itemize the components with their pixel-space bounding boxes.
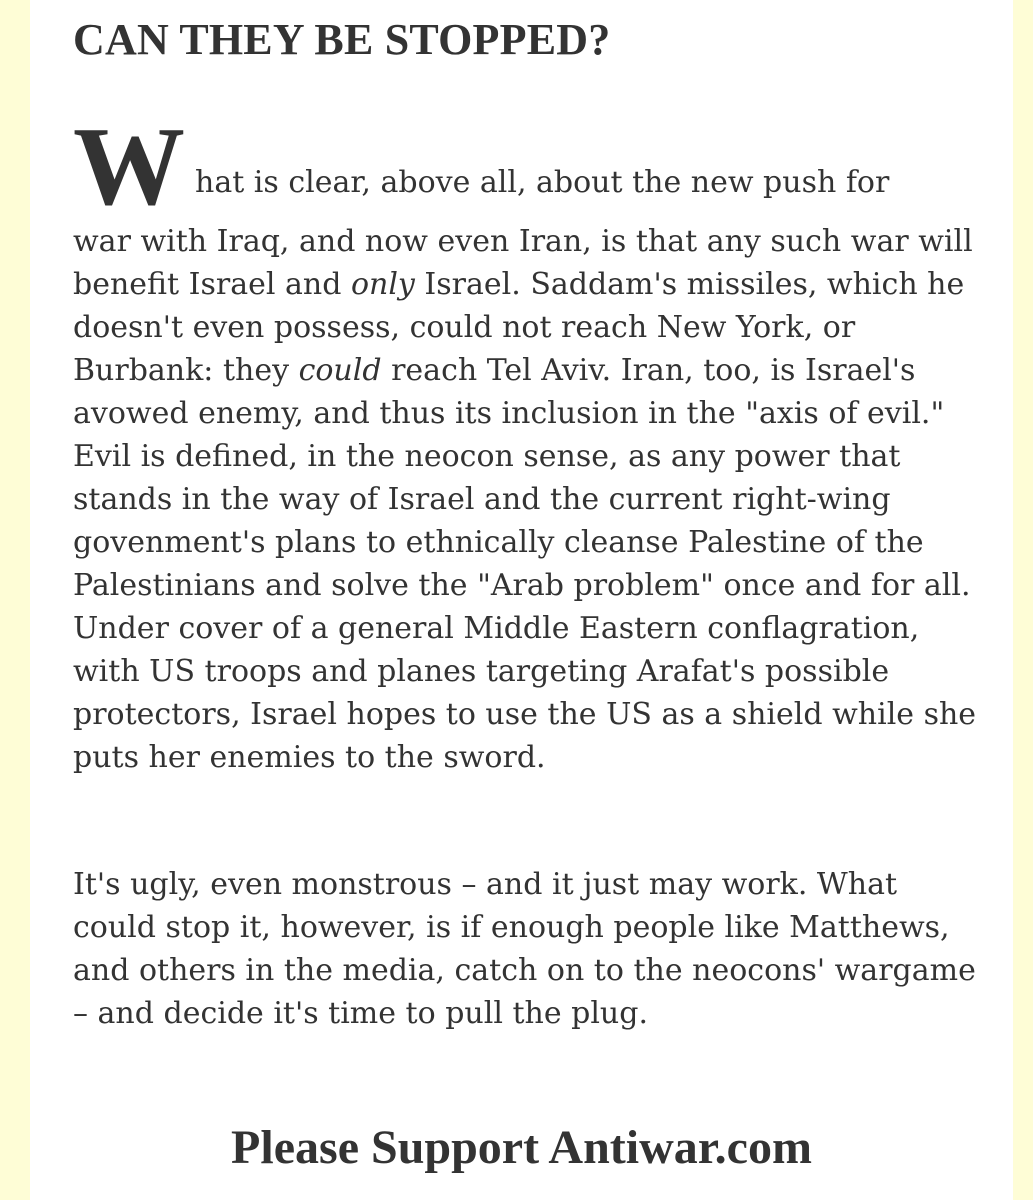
support-antiwar-link[interactable]: Please Support Antiwar.com [231,1121,812,1174]
paragraph-1-lead: war with Iraq, and now even Iran, is that any such war will benefit Israel and [73,224,973,302]
article-paragraph-1 [73,105,985,779]
content-panel [30,0,1013,1200]
paragraph-1-body [73,217,985,779]
first-line-text: hat is clear, above all, about the new push for [195,165,890,200]
emphasis-could: could [298,353,382,388]
paragraph-1-tail: reach Tel Aviv. Iran, too, is Israel's avowed enemy, and thus its inclusion in the "axis of evil." Evil is defined, in the neocon sense, as any power that stands in the way of Israel and the current right-wing govenment's plans to ethnically cleanse Palestine of the Palestinians and solve the "Arab problem" once and for all. Under cover of a general Middle Eastern conflagration, with US troops and planes targeting Arafat's possible protectors, Israel hopes to use the US as a shield while she puts her enemies to the sword. [73,353,977,775]
article-paragraph-2: It's ugly, even monstrous – and it just may work. What could stop it, however, is if enough people like Matthews, and others in the media, catch on to the neocons' wargame – and decide it's time to pull the plug. [73,867,976,1031]
article-heading: CAN THEY BE STOPPED? [73,15,611,64]
article-body [73,105,985,1031]
emphasis-only: only [350,267,415,302]
drop-cap: W [73,105,185,229]
paragraph-1-mid: Israel. Saddam's missiles, which he doesn't even possess, could not reach New York, or Burbank: they [73,267,965,388]
